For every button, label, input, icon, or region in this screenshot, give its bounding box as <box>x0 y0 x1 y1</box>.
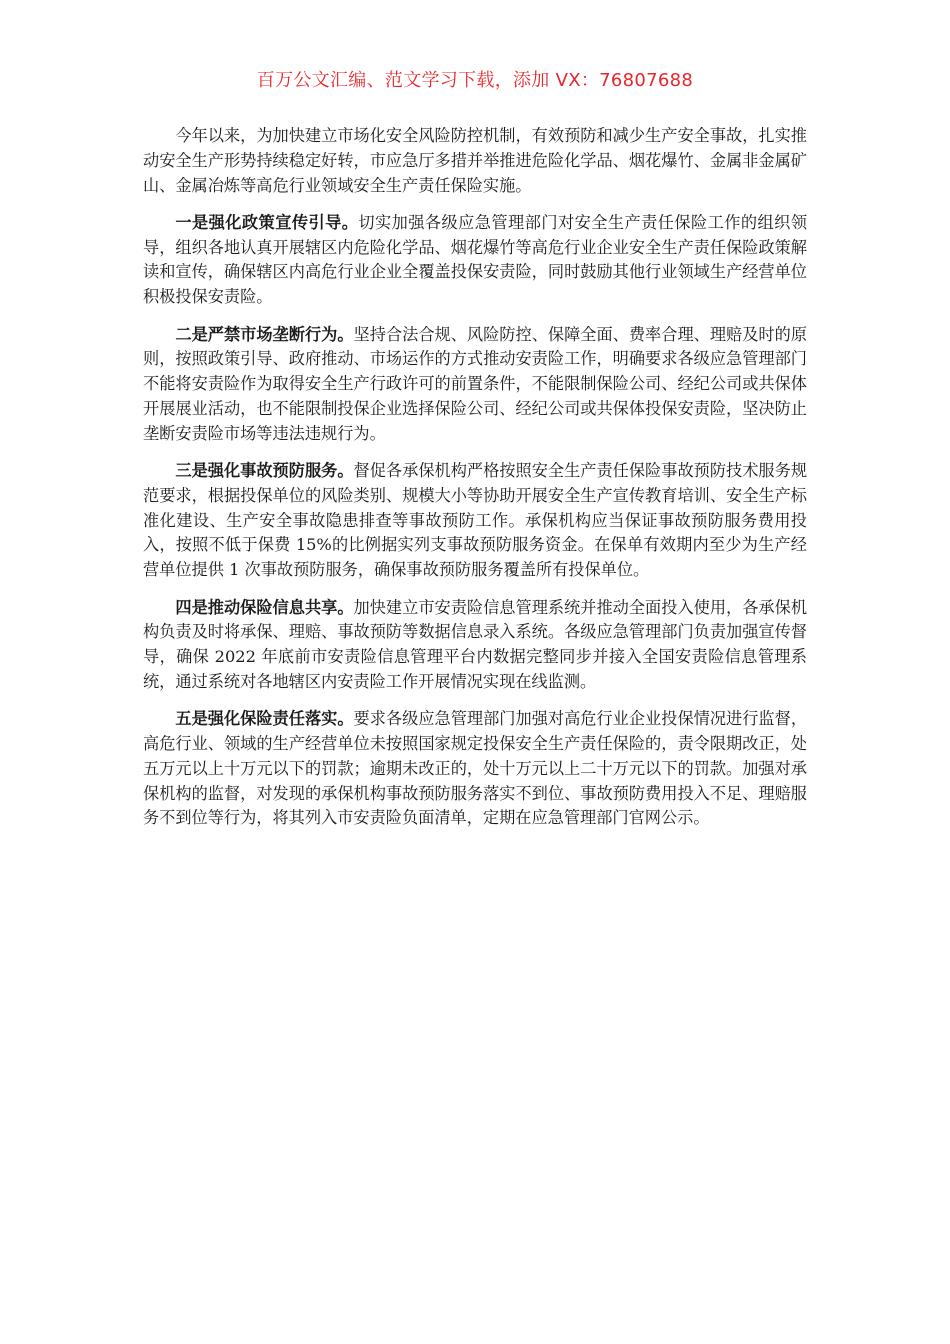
section-text-2: 坚持合法合规、风险防控、保障全面、费率合理、理赔及时的原则，按照政策引导、政府推动、市场运作的方式推动安责险工作，明确要求各级应急管理部门不能将安责险作为取得安全生产行政许可的前置条件，不能限制保险公司、经纪公司或共保体开展展业活动，也不能限制投保企业选择保险公司、经纪公司或共保体投保安责险，坚决防止垄断安责险市场等违法违规行为。 <box>143 324 808 443</box>
section-lead-5: 五是强化保险责任落实。 <box>175 709 354 729</box>
section-text-3: 督促各承保机构严格按照安全生产责任保险事故预防技术服务规范要求，根据投保单位的风险类别、规模大小等协助开展安全生产宣传教育培训、安全生产标准化建设、生产安全事故隐患排查等事故预防工作。承保机构应当保证事故预防服务费用投入，按照不低于保费 15%的比例据实列支事故预防服务资金。在保单有效期内至少为生产经营单位提供 1 次事故预防服务，确保事故预防服务覆盖所有投保单位。 <box>143 461 808 580</box>
header-banner: 百万公文汇编、范文学习下载，添加 VX：76807688 <box>256 70 694 91</box>
section-text-5: 要求各级应急管理部门加强对高危行业企业投保情况进行监督，高危行业、领域的生产经营单位未按照国家规定投保安全生产责任保险的，责令限期改正，处五万元以上十万元以下的罚款；逾期未改正的，处十万元以上二十万元以下的罚款。加强对承保机构的监督，对发现的承保机构事故预防服务落实不到位、事故预防费用投入不足、理赔服务不到位等行为，将其列入市安责险负面清单，定期在应急管理部门官网公示。 <box>143 709 808 828</box>
section-lead-3: 三是强化事故预防服务。 <box>175 461 354 481</box>
section-text-1: 切实加强各级应急管理部门对安全生产责任保险工作的组织领导，组织各地认真开展辖区内危险化学品、烟花爆竹等高危行业企业安全生产责任保险政策解读和宣传，确保辖区内高危行业企业全覆盖投保安责险，同时鼓励其他行业领域生产经营单位积极投保安责险。 <box>143 212 808 307</box>
section-paragraph-1 <box>143 211 807 310</box>
intro-paragraph: 今年以来，为加快建立市场化安全风险防控机制，有效预防和减少生产安全事故，扎实推动安全生产形势持续稳定好转，市应急厅多措并举推进危险化学品、烟花爆竹、金属非金属矿山、金属冶炼等高危行业领域安全生产责任保险实施。 <box>143 126 807 195</box>
document-body <box>143 124 807 844</box>
section-paragraph-5 <box>143 707 807 831</box>
section-lead-1: 一是强化政策宣传引导。 <box>175 212 359 232</box>
section-paragraph-3 <box>143 459 807 583</box>
section-lead-2: 二是严禁市场垄断行为。 <box>175 324 354 344</box>
section-paragraph-4 <box>143 596 807 695</box>
section-lead-4: 四是推动保险信息共享。 <box>175 597 354 617</box>
section-paragraph-2 <box>143 323 807 447</box>
section-text-4: 加快建立市安责险信息管理系统并推动全面投入使用，各承保机构负责及时将承保、理赔、事故预防等数据信息录入系统。各级应急管理部门负责加强宣传督导，确保 2022 年底前市安责险信息管理平台内数据完整同步并接入全国安责险信息管理系统，通过系统对各地辖区内安责险工作开展情况实现在线监测。 <box>143 597 808 691</box>
